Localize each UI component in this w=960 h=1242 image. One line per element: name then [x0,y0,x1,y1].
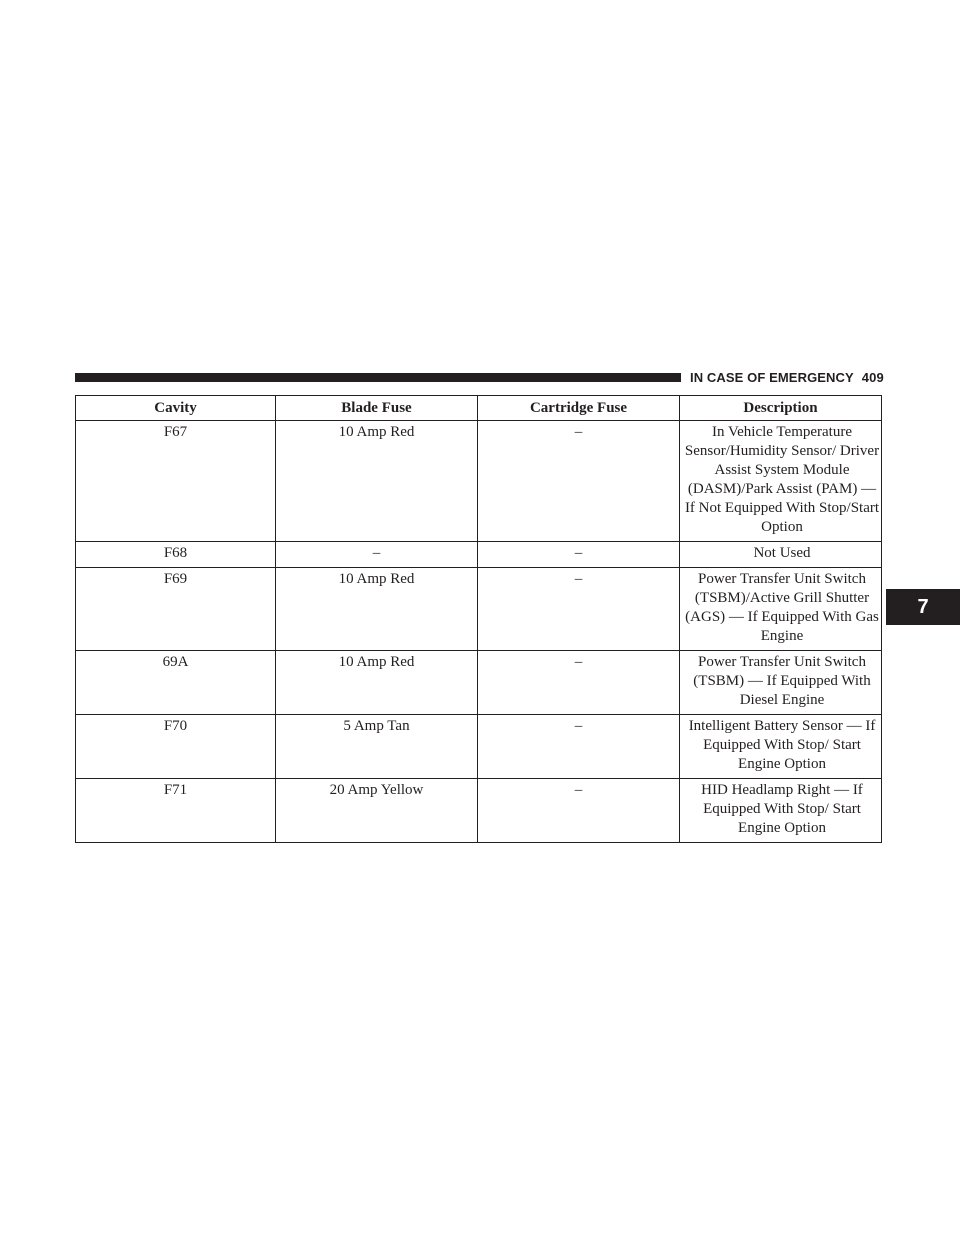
page-number: 409 [861,370,884,385]
chapter-tab: 7 [886,589,960,625]
description-cell: Power Transfer Unit Switch (TSBM)/Active Grill Shutter (AGS) — If Equipped With Gas Engine [680,568,882,651]
description-cell: Power Transfer Unit Switch (TSBM) — If Equipped With Diesel Engine [680,651,882,715]
description-cell: In Vehicle Temperature Sensor/Humidity Sensor/ Driver Assist System Module (DASM)/Park Assist (PAM) — If Not Equipped With Stop/Start Option [680,421,882,542]
description-cell: HID Headlamp Right — If Equipped With Stop/ Start Engine Option [680,779,882,843]
blade-fuse-cell: 20 Amp Yellow [276,779,478,843]
column-header-description: Description [680,396,882,421]
cavity-cell: F67 [76,421,276,542]
cartridge-fuse-cell: – [478,715,680,779]
blade-fuse-cell: 10 Amp Red [276,568,478,651]
blade-fuse-cell: 5 Amp Tan [276,715,478,779]
fuse-table [75,395,882,843]
column-header-cavity: Cavity [76,396,276,421]
cavity-cell: F68 [76,542,276,568]
cavity-cell: F70 [76,715,276,779]
cartridge-fuse-cell: – [478,779,680,843]
cartridge-fuse-cell: – [478,568,680,651]
cartridge-fuse-cell: – [478,651,680,715]
blade-fuse-cell: 10 Amp Red [276,651,478,715]
table-row [76,651,882,715]
description-cell: Intelligent Battery Sensor — If Equipped With Stop/ Start Engine Option [680,715,882,779]
cavity-cell: F69 [76,568,276,651]
blade-fuse-cell: – [276,542,478,568]
cartridge-fuse-cell: – [478,421,680,542]
table-row [76,568,882,651]
table-row [76,542,882,568]
running-header [690,370,884,385]
column-header-cartridge-fuse: Cartridge Fuse [478,396,680,421]
table-row [76,421,882,542]
header-rule [75,373,681,382]
column-header-blade-fuse: Blade Fuse [276,396,478,421]
table-header-row [76,396,882,421]
table-row [76,779,882,843]
section-title: IN CASE OF EMERGENCY [690,370,854,385]
blade-fuse-cell: 10 Amp Red [276,421,478,542]
description-cell: Not Used [680,542,882,568]
table-row [76,715,882,779]
cavity-cell: F71 [76,779,276,843]
cartridge-fuse-cell: – [478,542,680,568]
cavity-cell: 69A [76,651,276,715]
